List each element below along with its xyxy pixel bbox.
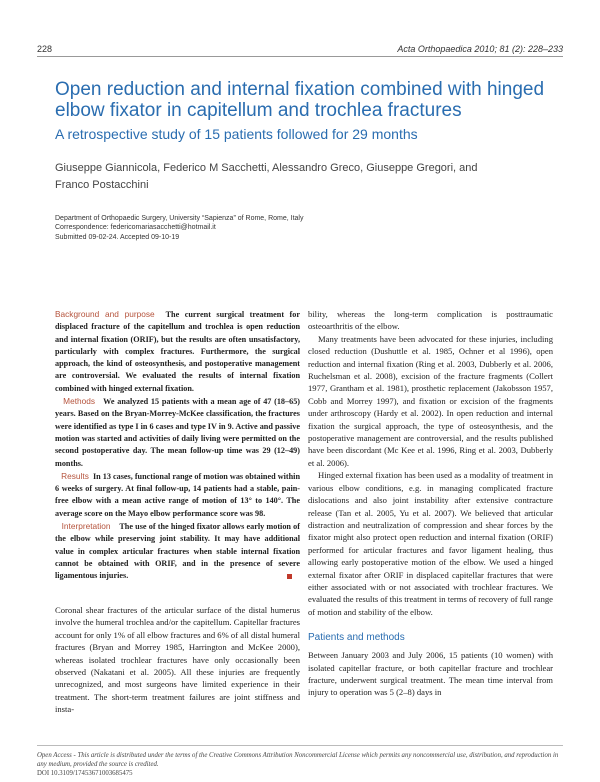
abstract-methods: [55, 395, 300, 470]
footer: [37, 752, 563, 778]
doi-text: DOI 10.3109/17453671003685475: [37, 769, 133, 777]
article-title: Open reduction and internal fixation combined with hinged elbow fixator in capitellum and trochlea fractures: [55, 79, 545, 121]
abstract-background-text: The current surgical treatment for displaced fracture of the capitellum and trochlea is open reduction and internal fixation (ORIF), but the results are often unsatisfactory, particularly with complex fractures. Furthermore, the surgical approach, the kind of osteosynthesis, and postoperative management are controversial. We evaluated the results of internal fixation combined with hinged external fixation.: [55, 310, 301, 393]
right-paragraph-2: Many treatments have been advocated for these injuries, including closed reduction (Dushuttle et al. 1985, Ochner et al 1996), open reduction and internal fixation (Ring et al. 2003, Dubberly et al. 2006, Ruchelsman et al. 2008), excision of the fracture fragments (Collert 1977, Grantham et al. 1981), prosthetic replacement (Jakobsson 1957, Cobb and Morrey 1997), and fixation or excision of the fragments under arthroscopy (Hardy et al. 2002). In open reduction and internal fixation the surgical approach, the type of osteosynthesis, and the postoperative management are controversial, and the results published have been discordant (Mc Kee et al. 1996, Ring et al. 2003, Dubberly et al. 2006).: [308, 333, 553, 468]
affiliation: Department of Orthopaedic Surgery, University “Sapienza” of Rome, Rome, Italy: [55, 215, 304, 222]
intro-left-column: [55, 604, 300, 716]
abstract-methods-text: We analyzed 15 patients with a mean age of 47 (18–65) years. Based on the Bryan-Morrey-McKee classification, the fractures were identified as type I in 6 cases and type IV in 9. Active and passive motion was started and activities of daily living were permitted on the second postoperative day. The mean follow-up time was 29 (12–49) months.: [55, 397, 301, 468]
article-subtitle: A retrospective study of 15 patients followed for 29 months: [55, 126, 418, 142]
journal-citation: Acta Orthopaedica 2010; 81 (2): 228–233: [397, 44, 563, 54]
abstract-results: [55, 470, 300, 520]
author-list: Giuseppe Giannicola, Federico M Sacchetti, Alessandro Greco, Giuseppe Gregori, and Franco Postacchini: [55, 162, 478, 192]
submission-dates: Submitted 09-02-24. Accepted 09-10-19: [55, 233, 180, 241]
abstract: [55, 308, 300, 583]
abstract-label-results: Results: [61, 470, 89, 481]
intro-paragraph: Coronal shear fractures of the articular surface of the distal humerus involve the humeral trochlea and/or the capitellum. Capitellar fractures account for only 1% of all elbow fractures and 6% of all distal humeral fractures (Bryan and Morrey 1985, Harrington and McKee 2000), whereas isolated trochlear fractures have only occasionally been observed (Nakatani et al. 2005). All these injuries are frequently unrecognized, and most surgeons have limited experience in their treatment. The short-term treatment failures are joint stiffness and insta-: [55, 605, 300, 715]
patients-methods-paragraph: Between January 2003 and July 2006, 15 patients (10 women) with isolated capitellar fracture, or both capitellar fracture and trochlear fracture, underwent surgical treatment. The mean time interval from injury to operation was 5 (2–8) days in: [308, 650, 553, 698]
section-heading-patients-methods: Patients and methods: [308, 632, 405, 644]
abstract-label-interpretation: Interpretation: [61, 521, 111, 532]
abstract-end-marker: [287, 574, 292, 579]
license-notice: Open Access - This article is distributed under the terms of the Creative Commons Attribution Noncommercial License which permits any noncommercial use, distribution, and reproduction in any medium, provided the source is credited.: [37, 752, 559, 768]
correspondence: Correspondence: federicomariasacchetti@hotmail.it: [55, 224, 216, 232]
doi: [37, 770, 563, 779]
abstract-results-text: In 13 cases, functional range of motion was obtained within 6 weeks of surgery. At final follow-up, 14 patients had a stable, pain-free elbow with a mean active range of motion of 13° to 140°. The average score on the Mayo elbow performance score was 98.: [55, 471, 301, 518]
abstract-background: [55, 308, 300, 395]
abstract-interpretation-text: The use of the hinged fixator allows early motion of the elbow while preserving joint stability. It may have additional value in complex articular fractures when stable internal fixation cannot be obtained with ORIF, and in the presence of severe ligamentous injuries.: [55, 522, 300, 581]
page-number: 228: [37, 44, 53, 54]
abstract-interpretation: [55, 520, 300, 582]
affiliation-block: [55, 214, 455, 242]
footer-divider: [37, 745, 563, 746]
abstract-label-background: Background and purpose: [55, 309, 155, 319]
abstract-label-methods: Methods: [63, 396, 95, 407]
header-divider: [37, 56, 563, 57]
right-paragraph-3: Hinged external fixation has been used as a modality of treatment in various elbow conditions, e.g. in managing complicated fracture dislocations and also joint instability after extensive contracture release (Tan et al. 2005, Yu et al. 2007). We believed that articular distraction and neutralization of compression and shear forces by the fixator might also protect open reduction and internal fixation (ORIF) performed for articular fractures and favor ligament healing, thus allowing early postoperative motion of the elbow. We used a hinged external fixator after ORIF in displaced capitellar fractures that were either associated with or not associated with trochlear fractures. We evaluated the results of this treatment in terms of recovery of full range of motion and stability of the elbow.: [308, 470, 553, 617]
right-continuation: bility, whereas the long-term complication is posttraumatic osteoarthritis of the elbow.: [308, 309, 553, 332]
right-column: [308, 308, 553, 699]
